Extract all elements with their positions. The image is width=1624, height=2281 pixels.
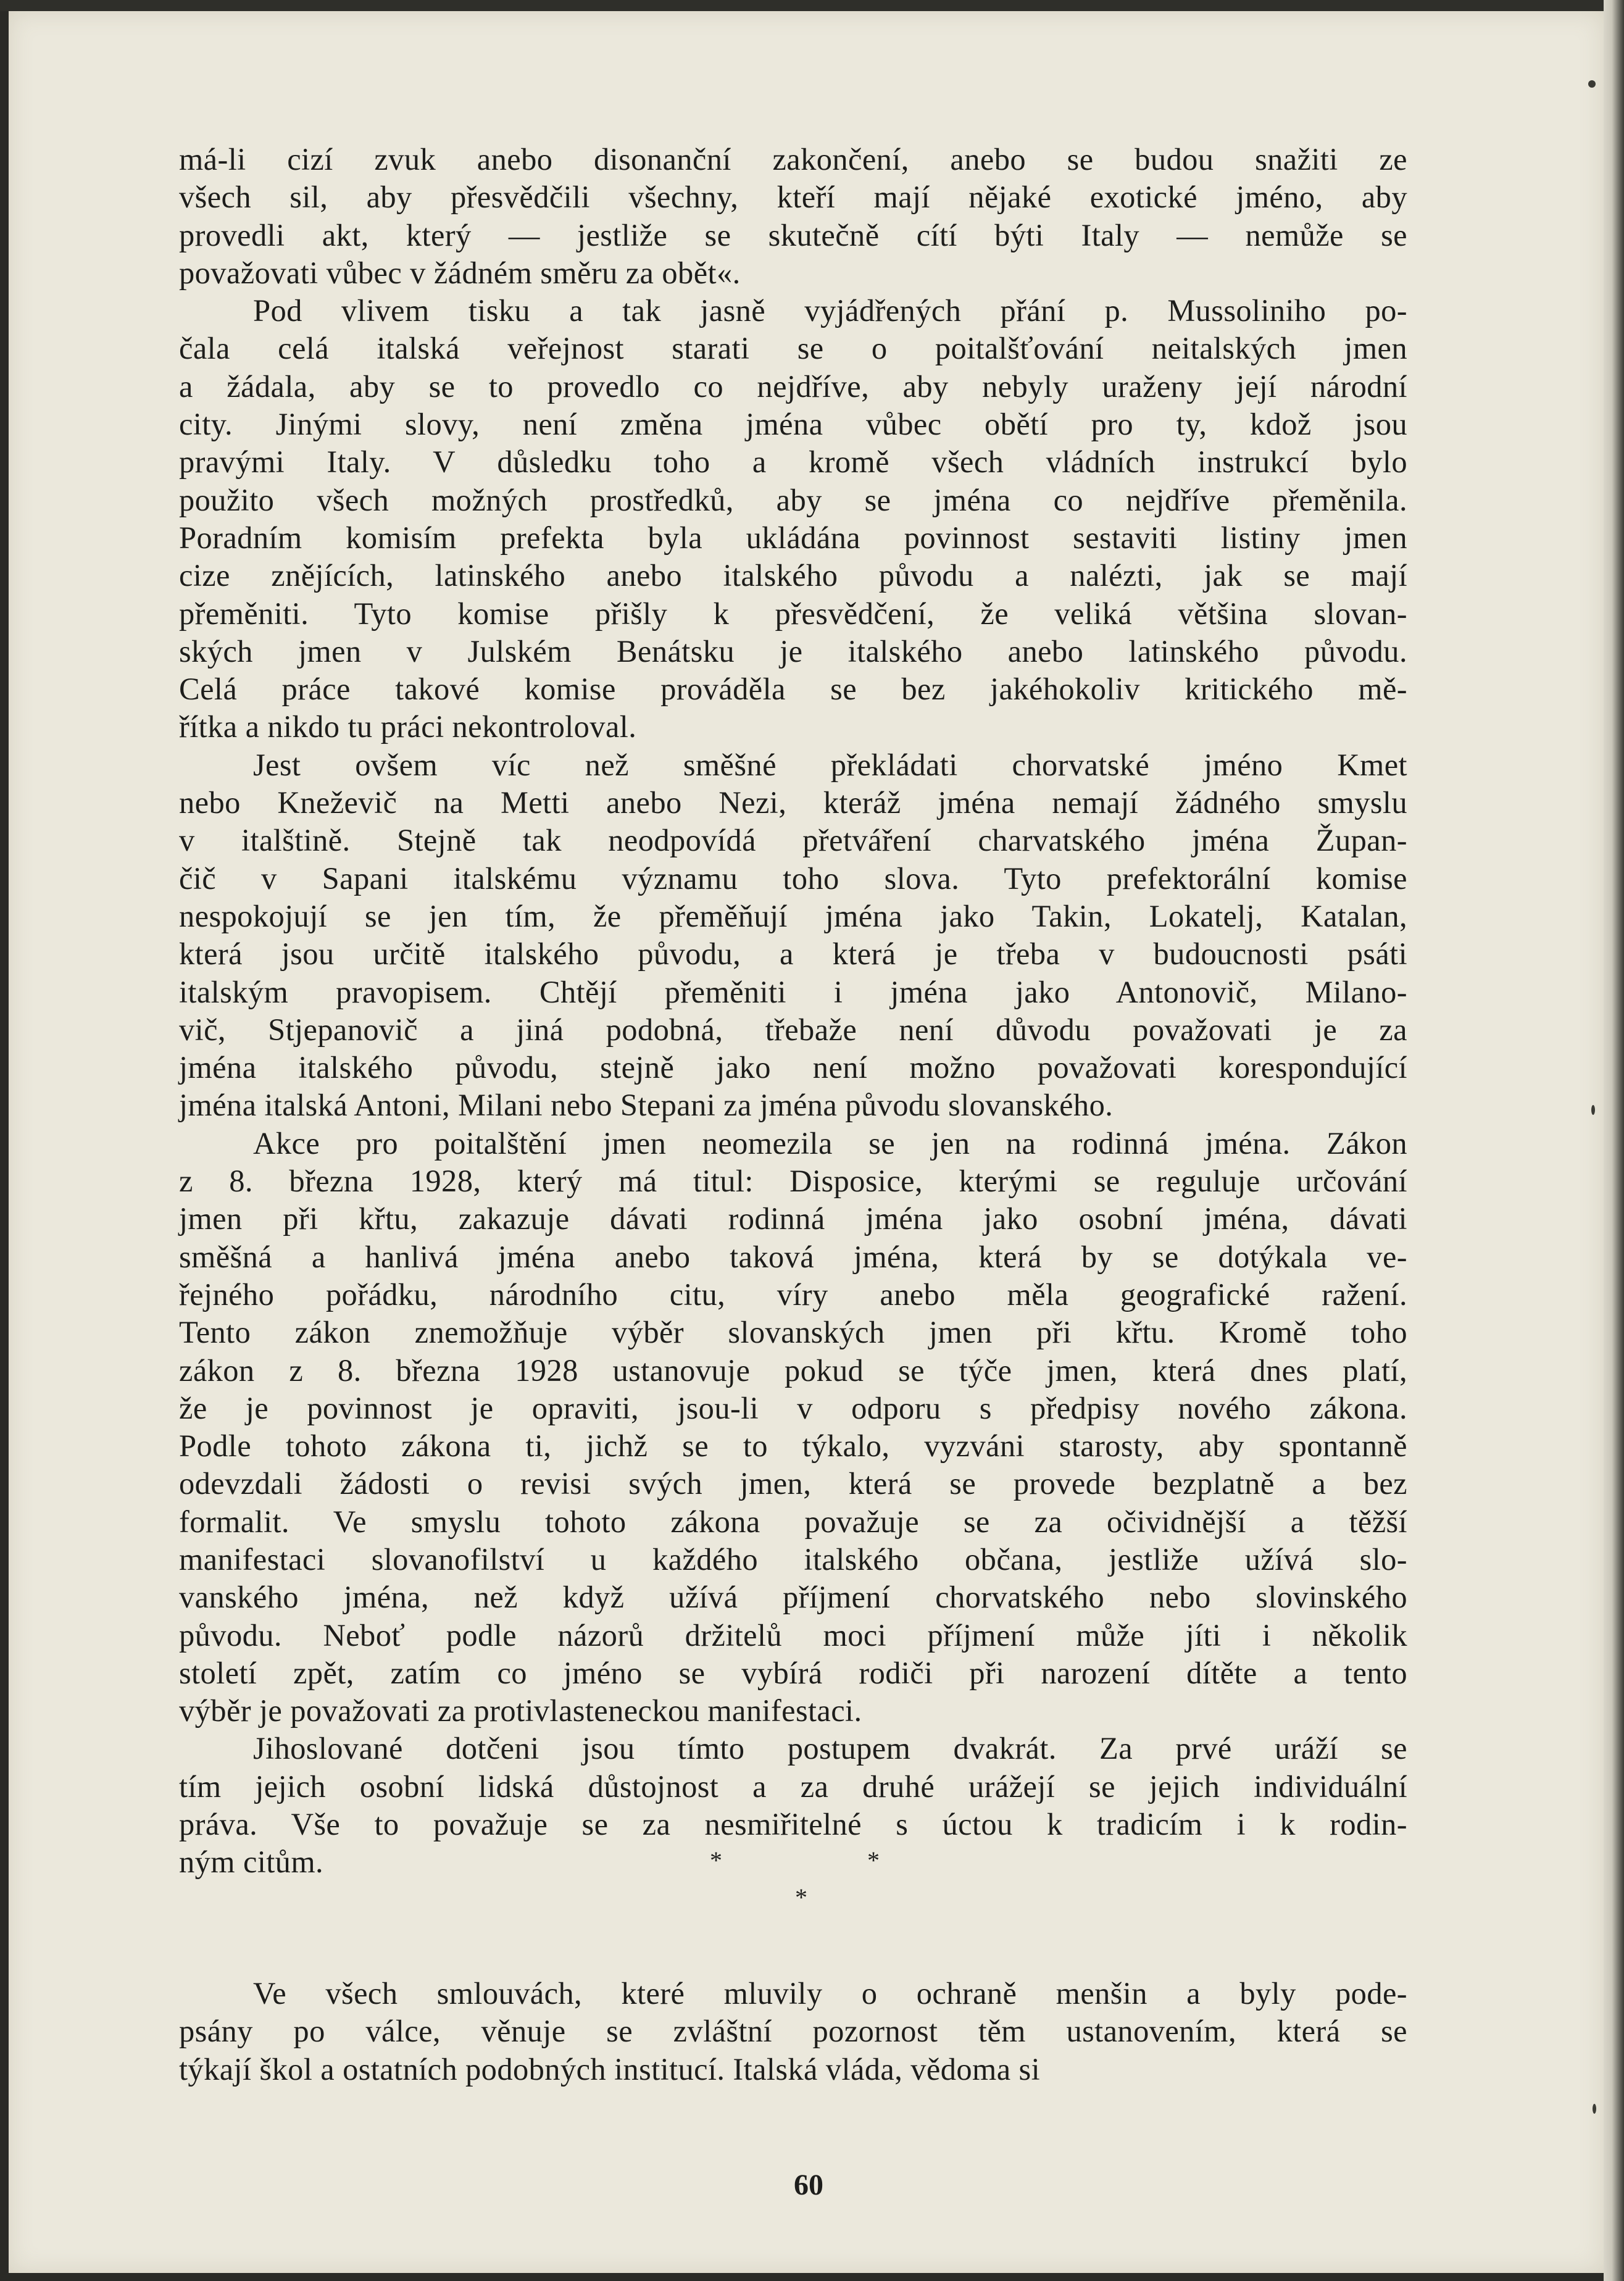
text-line: Jihoslované dotčeni jsou tímto postupem dvakrát. Za prvé uráží se: [253, 1731, 1407, 1766]
text-line: pravými Italy. V důsledku toho a kromě všech vládních instrukcí bylo: [179, 444, 1407, 480]
text-line: vanského jména, než když užívá příjmení chorvatského nebo slovinského: [179, 1580, 1407, 1615]
text-line: Tento zákon znemožňuje výběr slovanských jmen při křtu. Kromě toho: [179, 1315, 1407, 1350]
text-line: formalit. Ve smyslu tohoto zákona považuje se za očividnější a těžší: [179, 1504, 1407, 1539]
scan-top-edge: [0, 0, 1624, 11]
separator-asterisk-left: *: [710, 1846, 722, 1874]
paragraph: [179, 1125, 1407, 1730]
paragraph: [179, 1730, 1407, 1881]
separator-asterisk-bottom: *: [795, 1883, 807, 1911]
separator-asterisk-right: *: [867, 1846, 880, 1874]
margin-mark: [1593, 2104, 1596, 2114]
text-line: manifestaci slovanofilství u každého italského občana, jestliže užívá slo-: [179, 1541, 1407, 1577]
text-line: zákon z 8. března 1928 ustanovuje pokud se týče jmen, která dnes platí,: [179, 1353, 1407, 1388]
body-text: [179, 141, 1407, 1882]
text-line: cize znějících, latinského anebo italského původu a nalézti, jak se mají: [179, 558, 1407, 593]
text-line: ských jmen v Julském Benátsku je italského anebo latinského původu.: [179, 633, 1407, 669]
text-line: psány po válce, věnuje se zvláštní pozornost těm ustanovením, která se: [179, 2014, 1407, 2049]
text-line: směšná a hanlivá jména anebo taková jména, která by se dotýkala ve-: [179, 1239, 1407, 1274]
text-line: jmen při křtu, zakazuje dávati rodinná jména jako osobní jména, dávati: [179, 1201, 1407, 1236]
text-line: Poradním komisím prefekta byla ukládána povinnost sestaviti listiny jmen: [179, 520, 1407, 555]
text-line: z 8. března 1928, který má titul: Disposice, kterými se reguluje určování: [179, 1164, 1407, 1199]
text-line: čala celá italská veřejnost starati se o poitalšťování neitalských jmen: [179, 331, 1407, 366]
text-line: jména italského původu, stejně jako není možno považovati korespondující: [179, 1050, 1407, 1085]
text-line: vič, Stjepanovič a jiná podobná, třebaže není důvodu považovati je za: [179, 1012, 1407, 1047]
paragraph: [179, 292, 1407, 746]
text-line: původu. Neboť podle názorů držitelů moci příjmení může jíti i několik: [179, 1617, 1407, 1653]
scan-right-edge: [1604, 0, 1624, 2281]
text-line: tím jejich osobní lidská důstojnost a za druhé urážejí se jejich individuální: [179, 1769, 1407, 1804]
text-line: práva. Vše to považuje se za nesmiřitelné s úctou k tradicím i k rodin-: [179, 1807, 1407, 1842]
text-line: italským pravopisem. Chtějí přeměniti i jména jako Antonovič, Milano-: [179, 974, 1407, 1009]
text-line: jména italská Antoni, Milani nebo Stepani za jména původu slovanského.: [179, 1088, 1114, 1123]
text-line: která jsou určitě italského původu, a která je třeba v budoucnosti psáti: [179, 936, 1407, 972]
text-line: Celá práce takové komise prováděla se bez jakéhokoliv kritického mě-: [179, 672, 1407, 707]
text-line: Ve všech smlouvách, které mluvily o ochraně menšin a byly pode-: [253, 1976, 1407, 2011]
text-line: přeměniti. Tyto komise přišly k přesvědčení, že veliká většina slovan-: [179, 596, 1407, 631]
text-line: a žádala, aby se to provedlo co nejdříve, aby nebyly uraženy její národní: [179, 369, 1407, 404]
text-line: že je povinnost je opraviti, jsou-li v odporu s předpisy nového zákona.: [179, 1390, 1407, 1425]
text-line: použito všech možných prostředků, aby se jména co nejdříve přeměnila.: [179, 482, 1407, 517]
text-line: Akce pro poitalštění jmen neomezila se jen na rodinná jména. Zákon: [253, 1125, 1407, 1161]
text-line: nespokojují se jen tím, že přeměňují jména jako Takin, Lokatelj, Katalan,: [179, 898, 1407, 933]
text-line: století zpět, zatím co jméno se vybírá rodiči při narození dítěte a tento: [179, 1655, 1407, 1690]
body-text-continued: [179, 1975, 1407, 2088]
page-number: 60: [794, 2169, 823, 2201]
text-line: považovati vůbec v žádném směru za obět«.: [179, 255, 741, 290]
text-line: v italštině. Stejně tak neodpovídá přetváření charvatského jména Župan-: [179, 823, 1407, 858]
paragraph: [179, 746, 1407, 1125]
text-line: nebo Kneževič na Metti anebo Nezi, kteráž jména nemají žádného smyslu: [179, 785, 1407, 820]
text-line: Jest ovšem víc než směšné překládati chorvatské jméno Kmet: [253, 747, 1407, 782]
text-line: řejného pořádku, národního citu, víry anebo měla geografické ražení.: [179, 1277, 1407, 1312]
paragraph: [179, 1975, 1407, 2088]
text-line: řítka a nikdo tu práci nekontroloval.: [179, 709, 637, 744]
text-line: odevzdali žádosti o revisi svých jmen, která se provede bezplatně a bez: [179, 1466, 1407, 1501]
text-line: provedli akt, který — jestliže se skutečně cítí býti Italy — nemůže se: [179, 217, 1407, 252]
text-line: Podle tohoto zákona ti, jichž se to týkalo, vyzváni starosty, aby spontanně: [179, 1428, 1407, 1464]
text-line: ným citům.: [179, 1845, 324, 1880]
text-line: má-li cizí zvuk anebo disonanční zakončení, anebo se budou snažiti ze: [179, 142, 1407, 177]
text-line: výběr je považovati za protivlasteneckou manifestaci.: [179, 1693, 862, 1728]
paragraph: [179, 141, 1407, 292]
text-line: všech sil, aby přesvědčili všechny, kteří mají nějaké exotické jméno, aby: [179, 180, 1407, 215]
text-line: Pod vlivem tisku a tak jasně vyjádřených přání p. Mussoliniho po-: [253, 293, 1407, 328]
margin-mark: [1591, 1105, 1595, 1115]
margin-mark: [1588, 80, 1596, 88]
text-line: čič v Sapani italskému významu toho slova. Tyto prefektorální komise: [179, 861, 1407, 896]
text-line: city. Jinými slovy, není změna jména vůbec obětí pro ty, kdož jsou: [179, 407, 1407, 442]
text-line: týkají škol a ostatních podobných institucí. Italská vláda, vědoma si: [179, 2051, 1041, 2087]
